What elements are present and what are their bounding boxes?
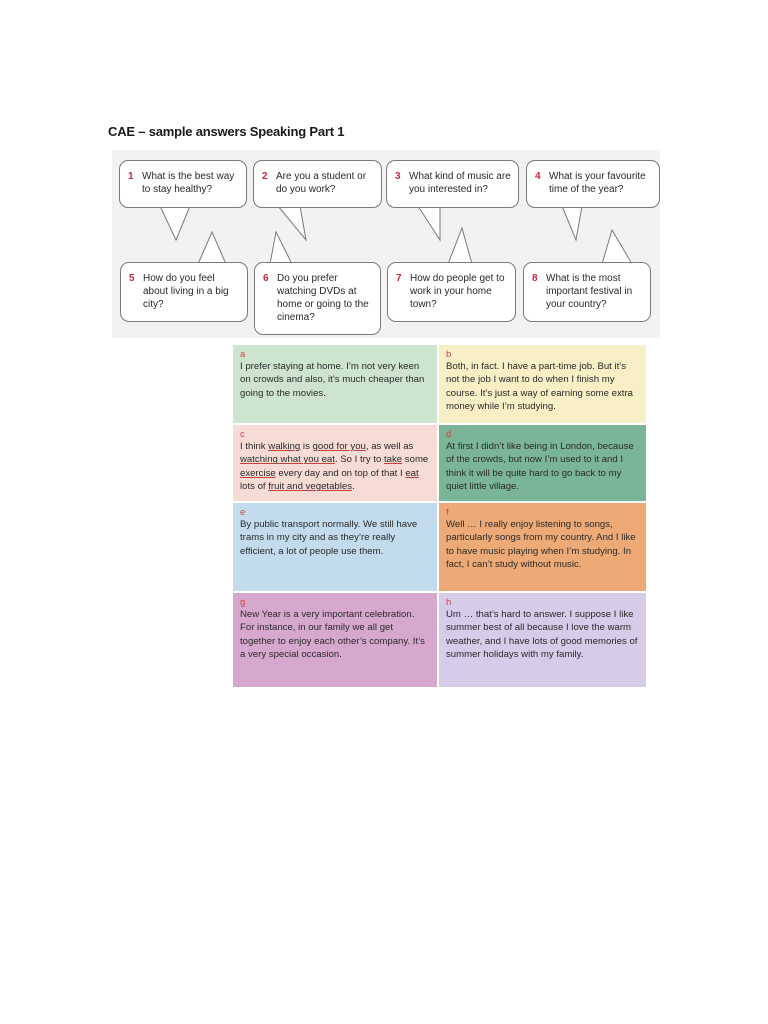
answers-grid (233, 345, 646, 687)
answer-text: Well … I really enjoy listening to songs, particularly songs from my country. And I like to have music playing when I’m studying. In fact, I can’t study without music. (446, 519, 636, 571)
question-bubble-6 (254, 262, 381, 335)
question-number: 7 (396, 273, 402, 284)
answer-letter: h (446, 597, 452, 608)
question-bubble-5 (120, 262, 248, 322)
answer-text: At first I didn’t like being in London, because of the crowds, but now I’m used to it and I think it will be quite hard to go back to my quiet little village. (446, 441, 634, 493)
question-number: 5 (129, 273, 135, 284)
question-number: 6 (263, 273, 269, 284)
question-bubble-7 (387, 262, 516, 322)
answer-cell-b (439, 345, 646, 423)
answer-cell-d (439, 425, 646, 501)
answer-text: By public transport normally. We still have trams in my city and as they’re really efficient, a lot of people use them. (240, 519, 418, 557)
question-bubble-8 (523, 262, 651, 322)
question-number: 2 (262, 171, 268, 182)
answer-cell-g (233, 593, 437, 687)
answer-cell-f (439, 503, 646, 591)
answer-letter: d (446, 429, 452, 440)
question-number: 4 (535, 171, 541, 182)
answer-text: I prefer staying at home. I’m not very keen on crowds and also, it’s much cheaper than going to the movies. (240, 361, 425, 399)
answer-letter: g (240, 597, 246, 608)
answer-letter: a (240, 349, 246, 360)
question-bubble-2 (253, 160, 382, 208)
question-text: What is the best way to stay healthy? (142, 171, 235, 195)
answer-cell-h (439, 593, 646, 687)
question-bubble-3 (386, 160, 519, 208)
question-text: What is the most important festival in your country? (546, 273, 633, 310)
question-text: How do you feel about living in a big city? (143, 273, 229, 310)
answer-cell-a (233, 345, 437, 423)
question-text: What is your favourite time of the year? (549, 171, 646, 195)
answer-text: Um … that’s hard to answer. I suppose I like summer best of all because I love the warm weather, and I have lots of good memories of summer holidays with my family. (446, 609, 638, 661)
question-text: What kind of music are you interested in? (409, 171, 511, 195)
answer-cell-e (233, 503, 437, 591)
answer-cell-c (233, 425, 437, 501)
question-bubble-4 (526, 160, 660, 208)
answer-text: New Year is a very important celebration. For instance, in our family we all get together to enjoy each other’s company. It’s a very special occasion. (240, 609, 425, 661)
answer-letter: f (446, 507, 449, 518)
question-number: 1 (128, 171, 134, 182)
answer-letter: c (240, 429, 245, 440)
question-number: 8 (532, 273, 538, 284)
page-title: CAE – sample answers Speaking Part 1 (108, 124, 345, 139)
question-bubble-1 (119, 160, 247, 208)
question-text: How do people get to work in your home town? (410, 273, 505, 310)
answer-text: I think walking is good for you, as well as watching what you eat. So I try to take some exercise every day and on top of that I eat lots of fruit and vegetables. (240, 441, 429, 493)
question-text: Do you prefer watching DVDs at home or going to the cinema? (277, 273, 369, 323)
answer-text: Both, in fact. I have a part-time job. But it’s not the job I want to do when I finish my course. It’s just a way of earning some extra money while I’m studying. (446, 361, 633, 413)
answer-letter: b (446, 349, 452, 360)
question-number: 3 (395, 171, 401, 182)
answer-letter: e (240, 507, 246, 518)
question-text: Are you a student or do you work? (276, 171, 367, 195)
